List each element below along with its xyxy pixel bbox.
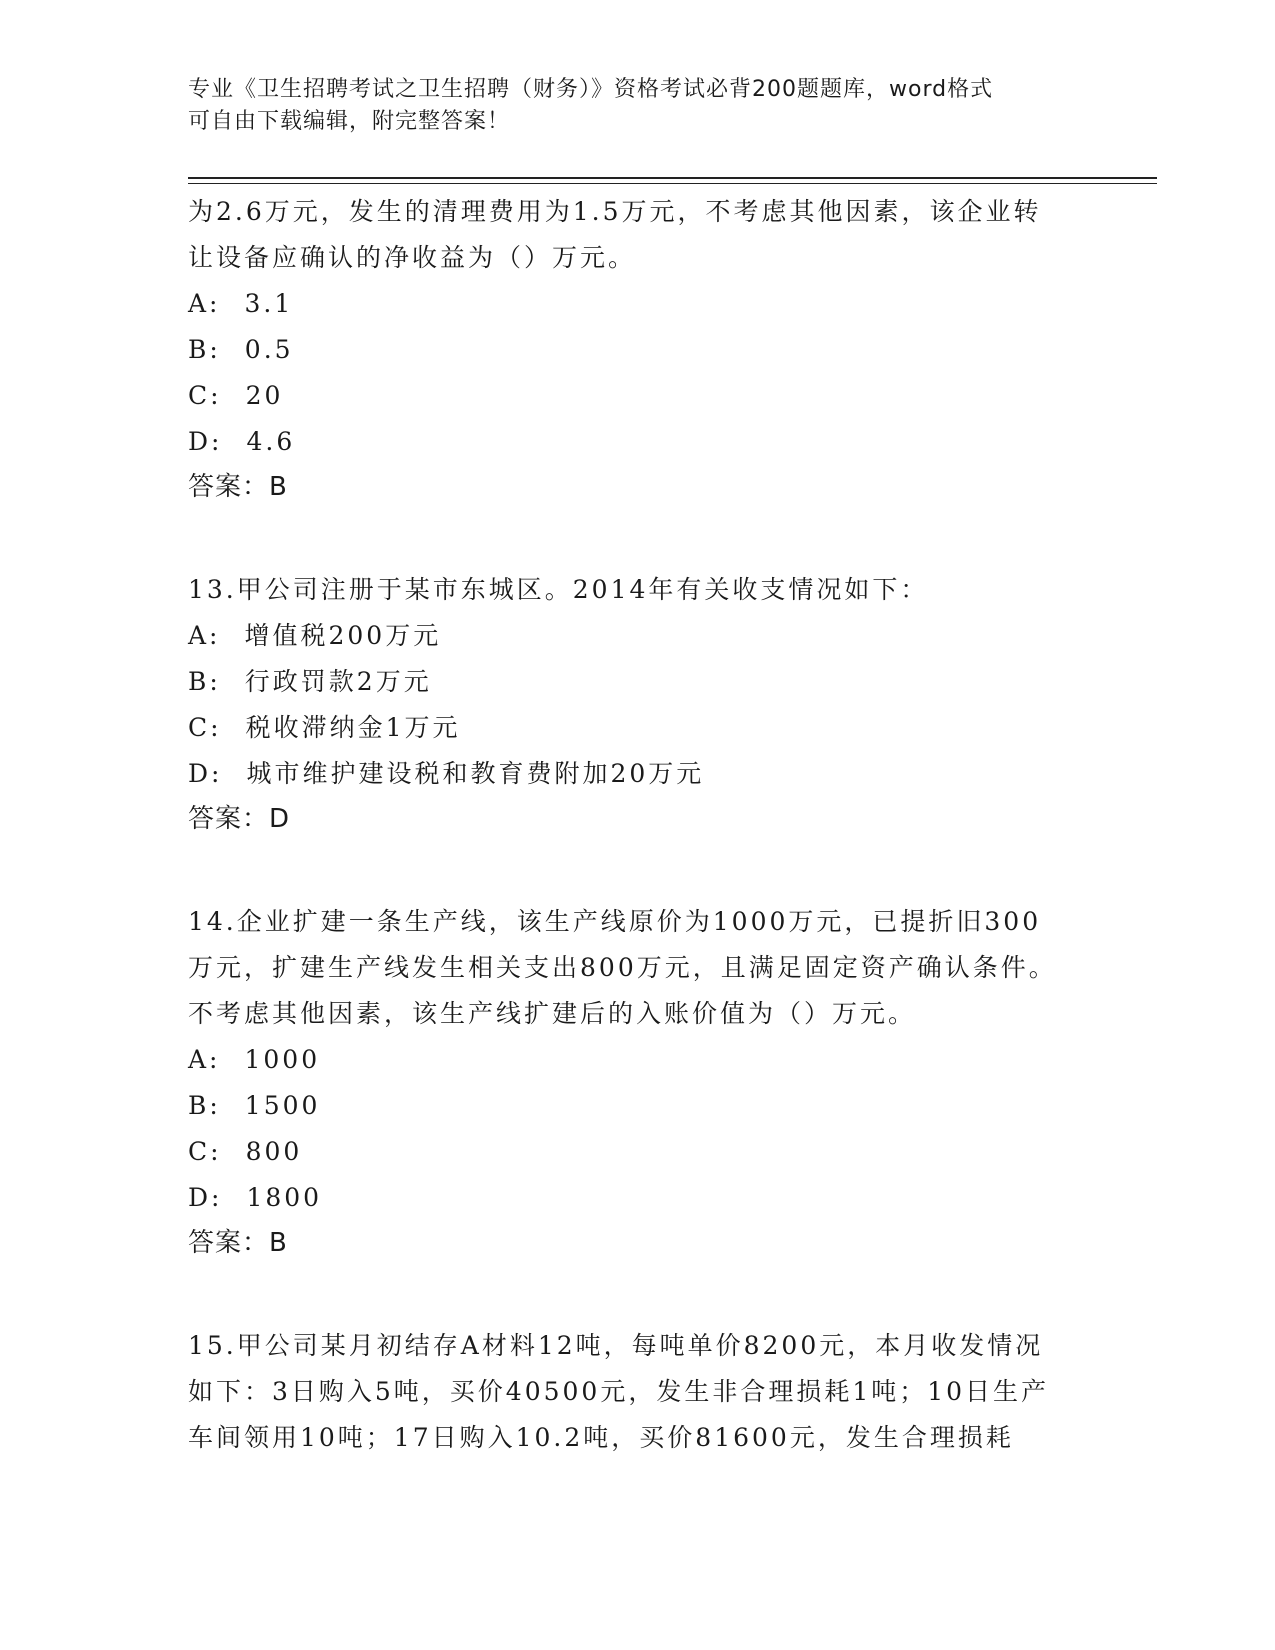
option-b: B: 1500 (188, 1091, 321, 1120)
question-12 (188, 189, 1088, 509)
document-header (188, 74, 1068, 138)
question-text: 14.企业扩建一条生产线，该生产线原价为1000万元，已提折旧300万元，扩建生产线发生相关支出800万元，且满足固定资产确认条件。不考虑其他因素，该生产线扩建后的入账价值为（）万元。 (188, 907, 1057, 1028)
option-c: C: 20 (188, 381, 284, 410)
header-divider-thin (188, 183, 1157, 184)
option-b: B: 0.5 (188, 335, 294, 364)
header-divider-thick (188, 177, 1157, 179)
question-list (188, 189, 1088, 1461)
question-14 (188, 899, 1088, 1265)
question-13 (188, 567, 1088, 841)
question-15 (188, 1323, 1088, 1461)
option-d: D: 1800 (188, 1183, 323, 1212)
answer-line: 答案：B (188, 472, 288, 502)
answer-line: 答案：D (188, 804, 291, 834)
option-c: C: 税收滞纳金1万元 (188, 713, 461, 742)
option-a: A: 1000 (188, 1045, 321, 1074)
question-text: 15.甲公司某月初结存A材料12吨，每吨单价8200元，本月收发情况如下：3日购入5吨，买价40500元，发生非合理损耗1吨；10日生产车间领用10吨；17日购入10.2吨，买价81600元，发生合理损耗 (188, 1331, 1050, 1452)
question-text: 为2.6万元，发生的清理费用为1.5万元，不考虑其他因素，该企业转让设备应确认的净收益为（）万元。 (188, 197, 1042, 272)
header-title-line-2: 可自由下载编辑，附完整答案！ (188, 109, 511, 134)
option-d: D: 城市维护建设税和教育费附加20万元 (188, 759, 705, 788)
question-text: 13.甲公司注册于某市东城区。2014年有关收支情况如下： (188, 575, 929, 604)
option-b: B: 行政罚款2万元 (188, 667, 432, 696)
option-a: A: 3.1 (188, 289, 294, 318)
option-c: C: 800 (188, 1137, 303, 1166)
option-a: A: 增值税200万元 (188, 621, 442, 650)
answer-line: 答案：B (188, 1228, 288, 1258)
header-title-line-1: 专业《卫生招聘考试之卫生招聘（财务）》资格考试必背200题题库，word格式 (188, 77, 994, 102)
option-d: D: 4.6 (188, 427, 296, 456)
